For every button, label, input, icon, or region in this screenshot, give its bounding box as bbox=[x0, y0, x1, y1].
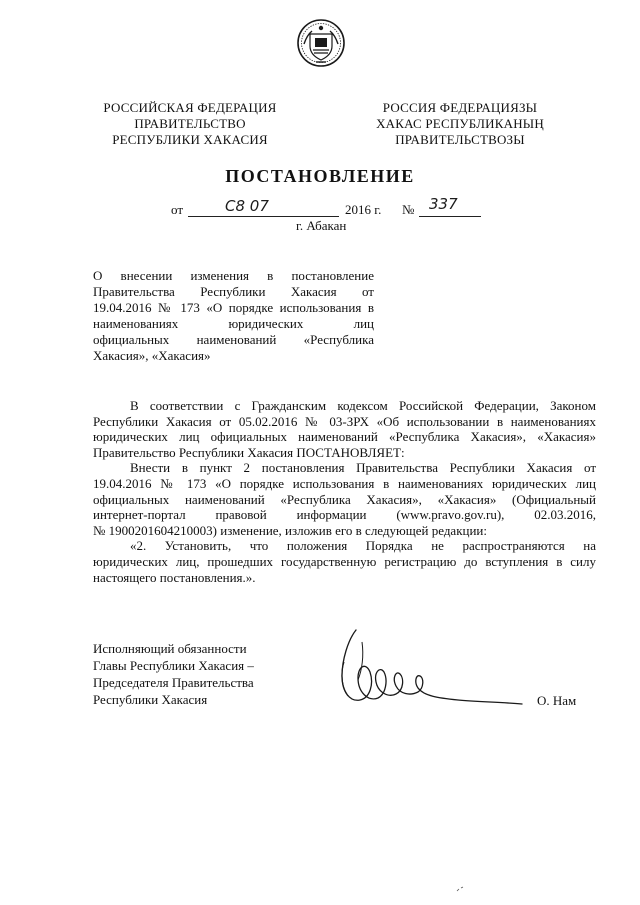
body-text bbox=[93, 398, 596, 585]
number-underline bbox=[419, 216, 481, 217]
org-left-line2: ПРАВИТЕЛЬСТВО bbox=[134, 116, 246, 131]
body-line: Правительство Республики Хакасия ПОСТАНОВЛЯЕТ: bbox=[93, 444, 405, 460]
signatory-title-line: Исполняющий обязанности bbox=[93, 641, 247, 656]
subject-line: Правительства Республики Хакасия от bbox=[93, 284, 374, 299]
city-label: г. Абакан bbox=[296, 218, 347, 233]
org-right-line1: РОССИЯ ФЕДЕРАЦИЯЗЫ bbox=[382, 100, 538, 115]
org-right-line3: ПРАВИТЕЛЬСТВОЗЫ bbox=[395, 132, 525, 147]
signatory-title bbox=[93, 640, 293, 708]
document-title: ПОСТАНОВЛЕНИЕ bbox=[225, 166, 415, 186]
date-handwritten: С8 07 bbox=[225, 197, 269, 215]
subject-line: официальных наименований «Республика bbox=[93, 332, 374, 347]
body-line: «2. Установить, что положения Порядка не распространяются на bbox=[130, 538, 596, 554]
body-line: официальных наименований «Республика Хакасия», «Хакасия» (Официальный bbox=[93, 491, 596, 507]
year-label: 2016 г. bbox=[345, 202, 382, 217]
subject-line: Хакасия», «Хакасия» bbox=[93, 348, 211, 363]
org-header-right bbox=[345, 100, 575, 148]
subject-line: О внесении изменения в постановление bbox=[93, 268, 374, 283]
body-line: юридических лиц официальных наименований «Республика Хакасия», «Хакасия» bbox=[93, 429, 596, 445]
subject-block bbox=[93, 268, 374, 364]
org-left-line3: РЕСПУБЛИКИ ХАКАСИЯ bbox=[112, 132, 268, 147]
scan-mark bbox=[456, 886, 464, 892]
body-line: Внести в пункт 2 постановления Правительства Республики Хакасия от bbox=[130, 460, 596, 476]
date-underline bbox=[188, 216, 339, 217]
number-handwritten: 337 bbox=[429, 195, 458, 213]
signatory-title-line: Республики Хакасия bbox=[93, 692, 208, 707]
subject-line: наименованиях юридических лиц bbox=[93, 316, 374, 331]
signatory-title-line: Председателя Правительства bbox=[93, 675, 254, 690]
body-line: интернет-портал правовой информации (www.pravo.gov.ru), 02.03.2016, bbox=[93, 507, 596, 523]
org-header-left bbox=[70, 100, 310, 148]
body-line: В соответствии с Гражданским кодексом Российской Федерации, Законом bbox=[130, 398, 596, 413]
body-line: 19.04.2016 № 173 «О порядке использования в наименованиях юридических лиц bbox=[93, 475, 596, 491]
body-line: юридических лиц, прошедших государственную регистрацию до вступления в силу bbox=[93, 553, 596, 569]
subject-line: 19.04.2016 № 173 «О порядке использования в bbox=[93, 300, 374, 315]
org-right-line2: ХАКАС РЕСПУБЛИКАНЫҢ bbox=[376, 116, 544, 131]
number-sign: № bbox=[402, 202, 415, 217]
body-line: настоящего постановления.». bbox=[93, 569, 256, 585]
body-line: Республики Хакасия от 05.02.2016 № 03-ЗРХ «Об использовании в наименованиях bbox=[93, 413, 596, 429]
signer-name: О. Нам bbox=[537, 693, 577, 708]
handwritten-signature bbox=[318, 622, 528, 722]
org-left-line1: РОССИЙСКАЯ ФЕДЕРАЦИЯ bbox=[103, 100, 277, 115]
signatory-title-line: Главы Республики Хакасия – bbox=[93, 658, 254, 673]
date-prefix: от bbox=[171, 202, 184, 217]
body-line: № 1900201604210003) изменение, изложив его в следующей редакции: bbox=[93, 522, 487, 538]
date-number-line bbox=[0, 195, 640, 220]
coat-of-arms-icon bbox=[296, 18, 346, 68]
